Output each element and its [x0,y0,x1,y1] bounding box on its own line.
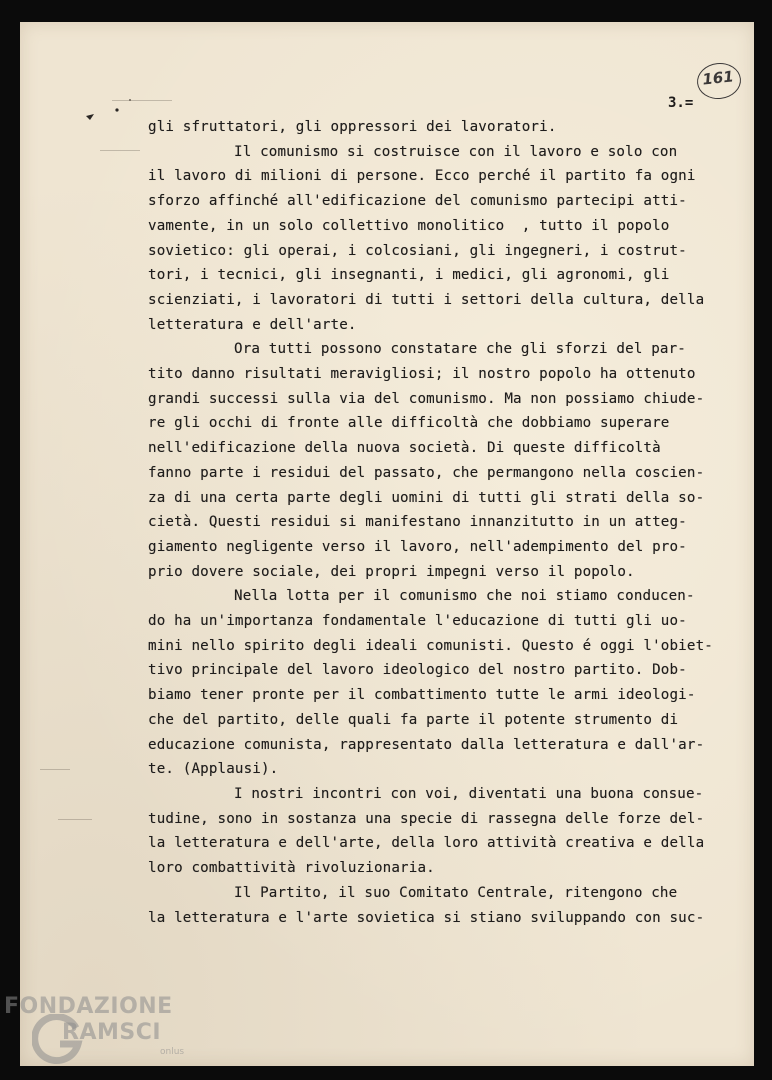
typed-body-text [148,115,723,930]
text-line: fanno parte i residui del passato, che permangono nella coscien- [148,464,705,481]
margin-mark [112,100,172,101]
text-line: scienziati, i lavoratori di tutti i settori della cultura, della [148,291,705,308]
text-line: do ha un'importanza fondamentale l'educazione di tutti gli uo- [148,613,687,630]
text-line: mini nello spirito degli ideali comunisti. Questo é oggi l'obiet- [148,637,713,654]
margin-mark [100,150,140,151]
text-line: la letteratura e dell'arte, della loro attività creativa e della [148,835,705,852]
text-line: re gli occhi di fronte alle difficoltà che dobbiamo superare [148,415,670,432]
text-line: I nostri incontri con voi, diventati una buona consue- [234,785,704,802]
text-line: te. (Applausi). [148,761,279,778]
text-line: grandi successi sulla via del comunismo. Ma non possiamo chiude- [148,390,705,407]
text-line: che del partito, delle quali fa parte il potente strumento di [148,711,679,728]
text-line: tito danno risultati meravigliosi; il nostro popolo ha ottenuto [148,366,696,383]
text-line: biamo tener pronte per il combattimento tutte le armi ideologi- [148,687,696,704]
archive-number: 161 [701,67,735,89]
text-line: Ora tutti possono constatare che gli sforzi del par- [234,341,686,358]
text-line: Il comunismo si costruisce con il lavoro e solo con [234,143,678,160]
text-line: vamente, in un solo collettivo monolitico , tutto il popolo [148,217,670,234]
text-line: nell'edificazione della nuova società. Di queste difficoltà [148,440,661,457]
text-line: giamento negligente verso il lavoro, nell'adempimento del pro- [148,538,687,555]
text-line: tudine, sono in sostanza una specie di rassegna delle forze del- [148,810,705,827]
text-line: educazione comunista, rappresentato dalla letteratura e dall'ar- [148,736,705,753]
text-line: loro combattività rivoluzionaria. [148,860,435,877]
watermark-line1: FONDAZIONE [4,994,173,1019]
page-number: 3.= [668,95,694,111]
fondazione-gramsci-watermark [4,994,189,1074]
text-line: la letteratura e l'arte sovietica si stiano sviluppando con suc- [148,909,705,926]
text-line: Il Partito, il suo Comitato Centrale, ritengono che [234,884,678,901]
text-line: il lavoro di milioni di persone. Ecco perché il partito fa ogni [148,168,696,185]
watermark-suffix: onlus [160,1047,185,1057]
text-line: tivo principale del lavoro ideologico del nostro partito. Dob- [148,662,687,679]
watermark-line2: RAMSCI [62,1020,162,1045]
text-line: za di una certa parte degli uomini di tutti gli strati della so- [148,489,705,506]
text-line: tori, i tecnici, gli insegnanti, i medici, gli agronomi, gli [148,267,670,284]
text-line: prio dovere sociale, dei propri impegni verso il popolo. [148,563,635,580]
text-line: Nella lotta per il comunismo che noi stiamo conducen- [234,588,695,605]
text-line: gli sfruttatori, gli oppressori dei lavoratori. [148,119,557,135]
margin-mark [40,769,70,770]
text-line: letteratura e dell'arte. [148,316,357,333]
ink-specks-icon [86,98,136,128]
margin-mark [58,819,92,820]
text-line: sforzo affinché all'edificazione del comunismo partecipi atti- [148,193,687,210]
text-line: sovietico: gli operai, i colcosiani, gli ingegneri, i costrut- [148,242,687,259]
text-line: cietà. Questi residui si manifestano innanzitutto in un atteg- [148,514,687,531]
